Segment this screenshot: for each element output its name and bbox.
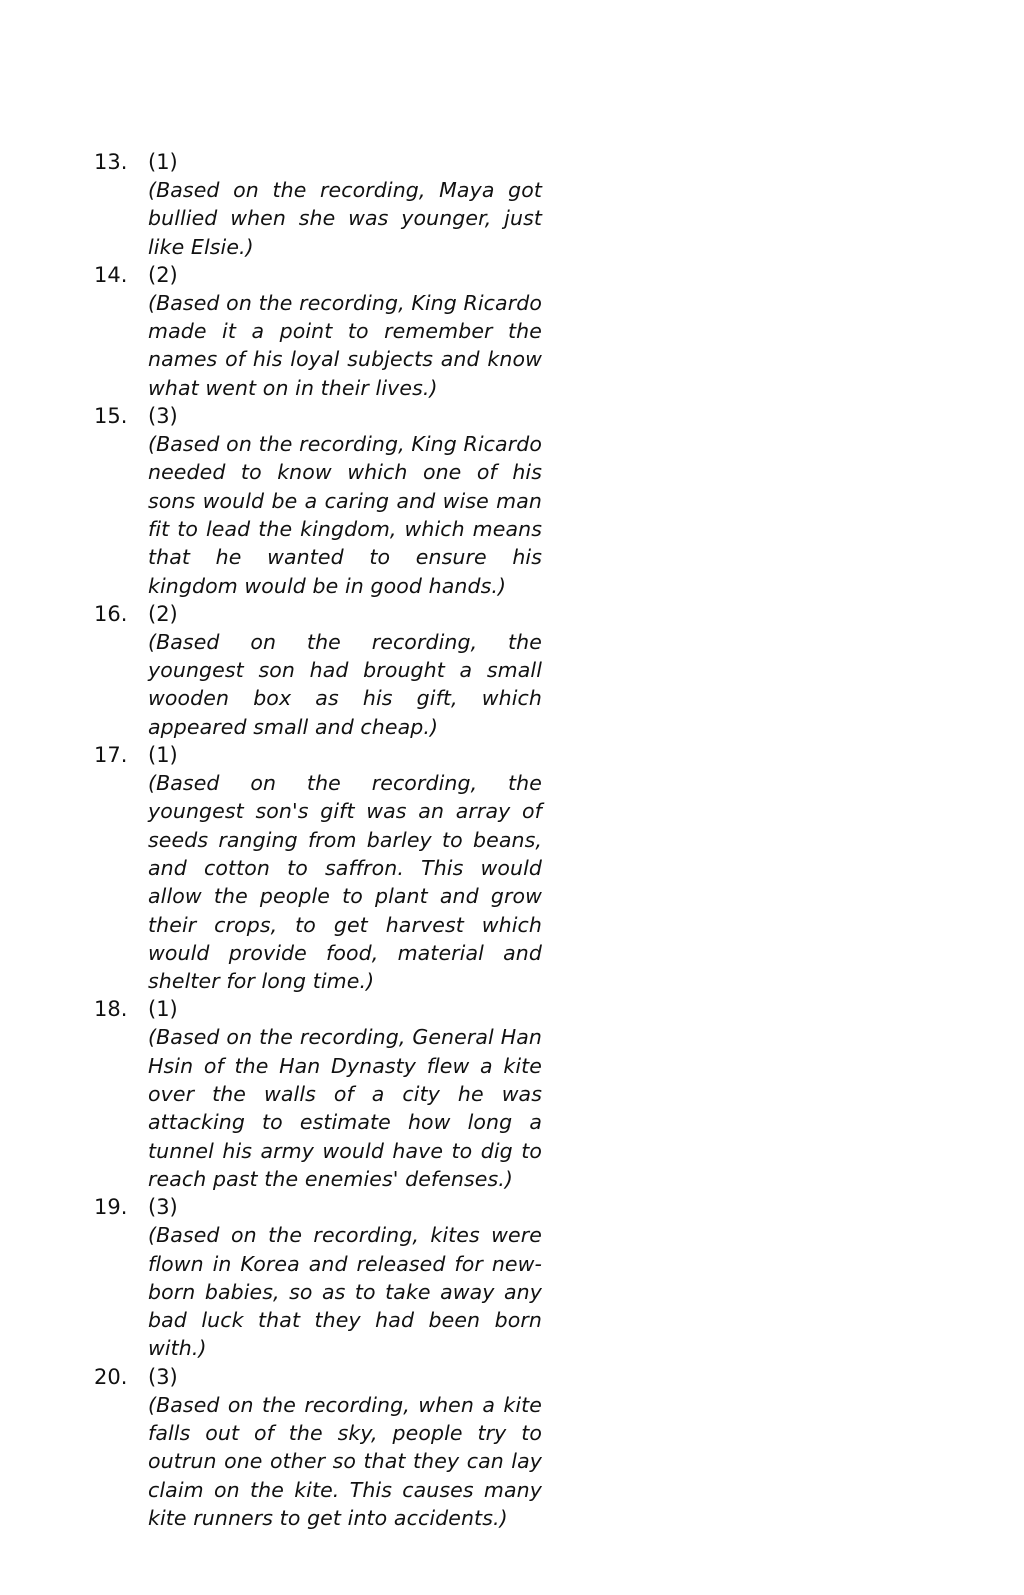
answer-item-16 [94,600,554,741]
answer-item-15 [94,402,554,600]
answer-item-13 [94,148,554,261]
answer-choice: (2) [148,262,178,287]
answer-choice: (3) [148,404,178,429]
question-number: 13. [94,150,128,174]
question-number: 18. [94,997,128,1022]
answer-explanation: (Based on the recording, the youngest son had brought a small wooden box as his gift, which appeared small and cheap.) [148,629,542,739]
answer-item-17 [94,741,554,995]
question-number: 15. [94,404,128,429]
answer-choice: (1) [148,997,178,1022]
answer-choice: (3) [148,1364,178,1389]
answer-explanation: (Based on the recording, King Ricardo made it a point to remember the names of his loyal subjects and know what went on in their lives.) [148,290,542,400]
answer-explanation: (Based on the recording, kites were flown in Korea and released for new-born babies, so as to take away any bad luck that they had been born with.) [148,1223,542,1361]
answer-item-19 [94,1193,554,1362]
answer-choice: (1) [148,743,178,768]
answer-explanation: (Based on the recording, when a kite falls out of the sky, people try to outrun one other so that they can lay claim on the kite. This causes many kite runners to get into accidents.) [148,1392,542,1530]
question-number: 14. [94,262,128,287]
question-number: 20. [94,1364,128,1389]
answer-item-18 [94,995,554,1193]
answer-list [94,148,554,1532]
answer-item-20 [94,1363,554,1532]
answer-explanation: (Based on the recording, the youngest son's gift was an array of seeds ranging from barley to beans, and cotton to saffron. This would allow the people to plant and grow their crops, to get harvest which would provide food, material and shelter for long time.) [148,771,542,994]
answer-choice: (3) [148,1195,178,1220]
answer-explanation: (Based on the recording, Maya got bullied when she was younger, just like Elsie.) [148,178,542,259]
answer-choice: (2) [148,601,178,626]
answer-item-14 [94,261,554,402]
question-number: 19. [94,1195,128,1220]
answer-explanation: (Based on the recording, General Han Hsin of the Han Dynasty flew a kite over the walls of a city he was attacking to estimate how long a tunnel his army would have to dig to reach past the enemies' defenses.) [148,1025,542,1191]
question-number: 16. [94,601,128,626]
answer-explanation: (Based on the recording, King Ricardo needed to know which one of his sons would be a caring and wise man fit to lead the kingdom, which means that he wanted to ensure his kingdom would be in good hands.) [148,432,542,598]
answer-choice: (1) [148,150,178,174]
question-number: 17. [94,743,128,768]
